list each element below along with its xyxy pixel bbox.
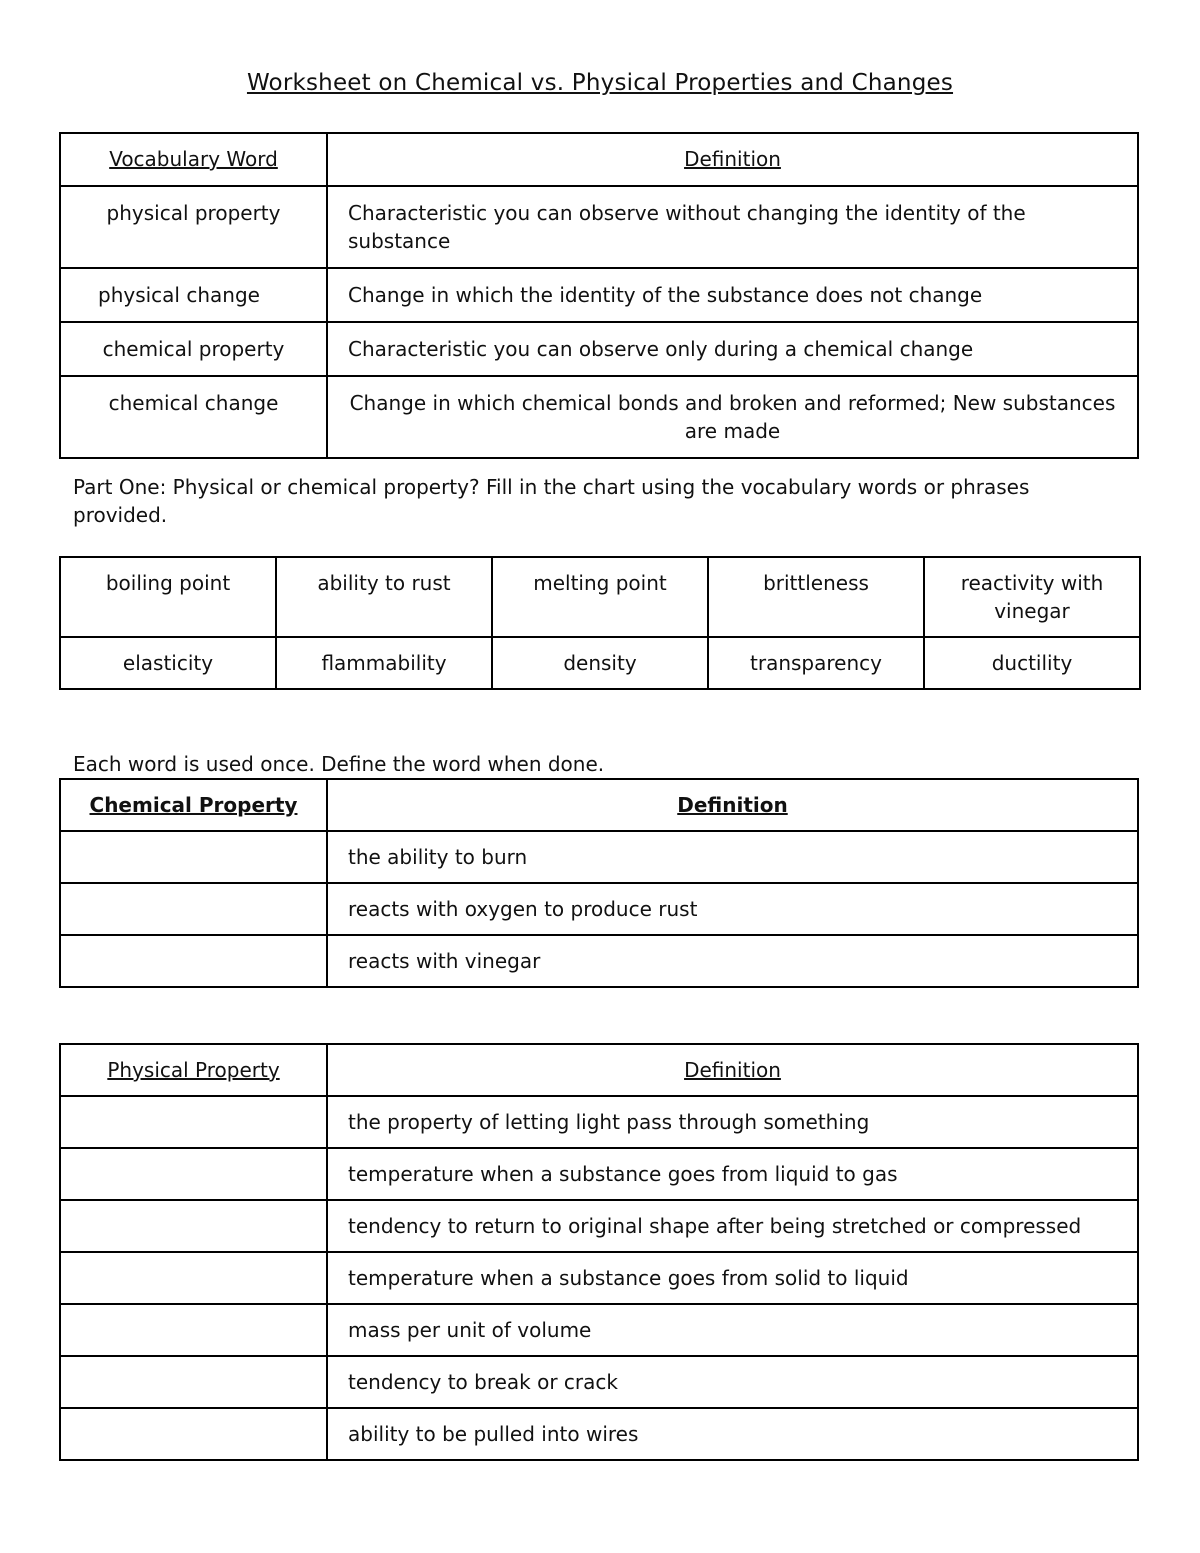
word-bank-table xyxy=(59,556,1141,690)
word-bank-item: ductility xyxy=(924,637,1140,689)
physical-row xyxy=(60,1304,1138,1356)
physical-property-table xyxy=(59,1043,1139,1461)
word-bank-item: ability to rust xyxy=(276,557,492,637)
chemical-answer-cell[interactable] xyxy=(60,831,327,883)
word-bank-item: elasticity xyxy=(60,637,276,689)
physical-definition: tendency to return to original shape after being stretched or compressed xyxy=(327,1200,1138,1252)
vocabulary-definition: Change in which chemical bonds and broken and reformed; New substances are made xyxy=(327,376,1138,458)
vocabulary-table xyxy=(59,132,1139,459)
physical-answer-cell[interactable] xyxy=(60,1200,327,1252)
table-instructions: Each word is used once. Define the word when done. xyxy=(73,752,605,776)
word-bank-item: transparency xyxy=(708,637,924,689)
part-one-instructions: Part One: Physical or chemical property? Fill in the chart using the vocabulary words or phrases provided. xyxy=(73,475,1030,527)
chemical-property-header: Chemical Property xyxy=(60,779,327,831)
word-bank-item: brittleness xyxy=(708,557,924,637)
vocabulary-header-row xyxy=(60,133,1138,186)
worksheet-title: Worksheet on Chemical vs. Physical Properties and Changes xyxy=(246,70,954,96)
vocabulary-row xyxy=(60,268,1138,322)
vocabulary-word: physical property xyxy=(60,186,327,268)
physical-answer-cell[interactable] xyxy=(60,1356,327,1408)
chemical-header-row xyxy=(60,779,1138,831)
chemical-answer-cell[interactable] xyxy=(60,935,327,987)
word-bank-item: melting point xyxy=(492,557,708,637)
physical-definition-header: Definition xyxy=(327,1044,1138,1096)
vocabulary-word-header: Vocabulary Word xyxy=(60,133,327,186)
physical-answer-cell[interactable] xyxy=(60,1148,327,1200)
vocabulary-definition: Characteristic you can observe only during a chemical change xyxy=(327,322,1138,376)
physical-row xyxy=(60,1252,1138,1304)
physical-definition: mass per unit of volume xyxy=(327,1304,1138,1356)
chemical-property-table xyxy=(59,778,1139,988)
word-bank-row xyxy=(60,557,1140,637)
physical-definition: tendency to break or crack xyxy=(327,1356,1138,1408)
chemical-row xyxy=(60,935,1138,987)
chemical-definition-header: Definition xyxy=(327,779,1138,831)
physical-answer-cell[interactable] xyxy=(60,1304,327,1356)
physical-answer-cell[interactable] xyxy=(60,1096,327,1148)
chemical-definition: the ability to burn xyxy=(327,831,1138,883)
vocabulary-definition: Change in which the identity of the substance does not change xyxy=(327,268,1138,322)
chemical-row xyxy=(60,831,1138,883)
vocabulary-word: chemical change xyxy=(60,376,327,458)
vocabulary-row xyxy=(60,376,1138,458)
chemical-definition: reacts with oxygen to produce rust xyxy=(327,883,1138,935)
word-bank-item: boiling point xyxy=(60,557,276,637)
physical-row xyxy=(60,1408,1138,1460)
physical-definition: the property of letting light pass through something xyxy=(327,1096,1138,1148)
physical-definition: ability to be pulled into wires xyxy=(327,1408,1138,1460)
word-bank-row xyxy=(60,637,1140,689)
chemical-definition: reacts with vinegar xyxy=(327,935,1138,987)
physical-row xyxy=(60,1096,1138,1148)
vocabulary-definition: Characteristic you can observe without changing the identity of the substance xyxy=(327,186,1138,268)
physical-answer-cell[interactable] xyxy=(60,1252,327,1304)
vocabulary-word: physical change xyxy=(60,268,327,322)
physical-header-row xyxy=(60,1044,1138,1096)
physical-row xyxy=(60,1148,1138,1200)
word-bank-item: reactivity with vinegar xyxy=(924,557,1140,637)
vocabulary-row xyxy=(60,186,1138,268)
physical-definition: temperature when a substance goes from solid to liquid xyxy=(327,1252,1138,1304)
vocabulary-word: chemical property xyxy=(60,322,327,376)
vocabulary-row xyxy=(60,322,1138,376)
physical-answer-cell[interactable] xyxy=(60,1408,327,1460)
physical-property-header: Physical Property xyxy=(60,1044,327,1096)
physical-row xyxy=(60,1356,1138,1408)
word-bank-item: flammability xyxy=(276,637,492,689)
physical-definition: temperature when a substance goes from liquid to gas xyxy=(327,1148,1138,1200)
chemical-row xyxy=(60,883,1138,935)
definition-header: Definition xyxy=(327,133,1138,186)
chemical-answer-cell[interactable] xyxy=(60,883,327,935)
word-bank-item: density xyxy=(492,637,708,689)
physical-row xyxy=(60,1200,1138,1252)
